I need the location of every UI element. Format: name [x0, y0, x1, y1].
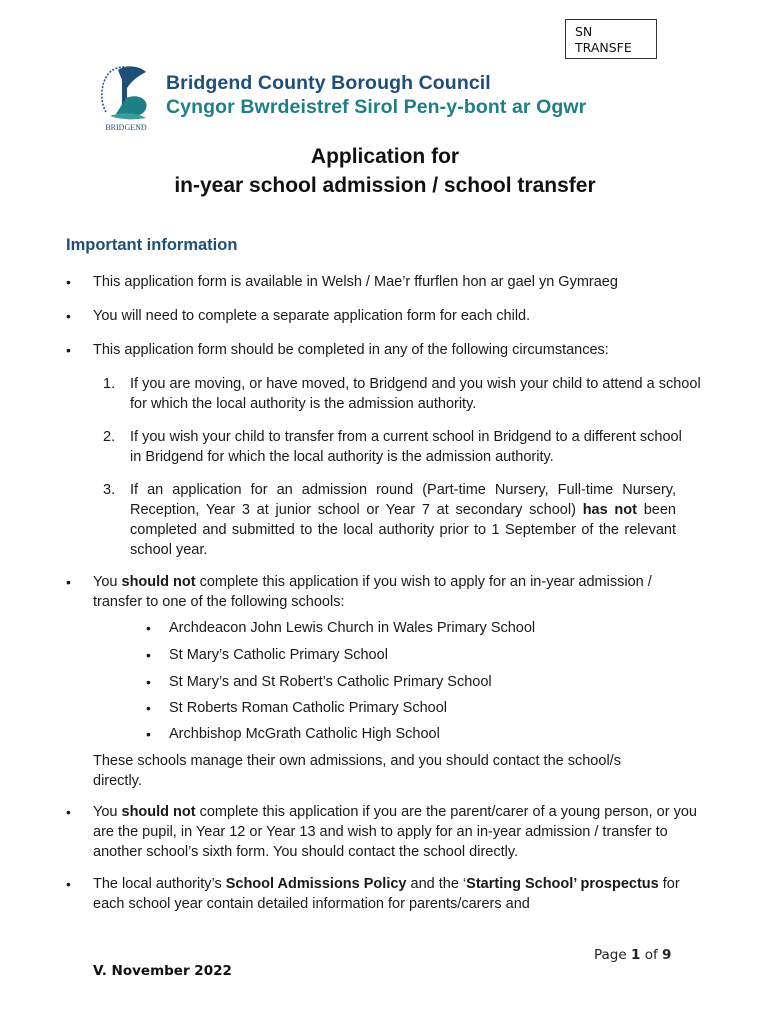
document-title-line-1: Application for: [310, 145, 460, 168]
circumstance-1: If you are moving, or have moved, to Bridgend and you wish your child to attend a school for which the local authority is the admission authority.: [130, 376, 701, 412]
bullet-icon: •: [66, 274, 71, 290]
bullet-icon: •: [66, 342, 71, 358]
reference-line-2: TRANSFE: [575, 40, 632, 55]
info-bullet-3: This application form should be completed in any of the following circumstances:: [93, 342, 609, 358]
excluded-school-2: St Mary’s Catholic Primary School: [169, 647, 388, 663]
circumstance-number-1: 1.: [103, 376, 116, 392]
bullet-icon: •: [66, 876, 71, 892]
excluded-school-5: Archbishop McGrath Catholic High School: [169, 726, 440, 742]
svg-text:BRIDGEND: BRIDGEND: [105, 123, 147, 132]
bullet-icon: •: [66, 308, 71, 324]
excluded-school-4: St Roberts Roman Catholic Primary School: [169, 700, 448, 716]
should-not-paragraph-1: You should not complete this application if you wish to apply for an in-year admission / transfer to one of the following schools:: [93, 574, 652, 610]
reference-box: [565, 19, 657, 59]
info-bullet-1: This application form is available in Welsh / Mae’r ffurflen hon ar gael yn Gymraeg: [93, 274, 618, 290]
circumstance-3: If an application for an admission round (Part-time Nursery, Full-time Nursery, Reception, Year 3 at junior school or Year 7 at secondary school) has not been completed and submitted to the local authority prior to 1 September of the relevant school year.: [130, 482, 676, 558]
excluded-school-3: St Mary’s and St Robert’s Catholic Primary School: [169, 674, 492, 690]
circumstance-2: If you wish your child to transfer from a current school in Bridgend to a different school in Bridgend for which the local authority is the admission authority.: [130, 429, 682, 465]
bullet-icon: •: [66, 804, 71, 820]
bullet-icon: •: [146, 620, 151, 636]
section-heading: Important information: [66, 236, 238, 254]
reference-line-1: SN: [575, 24, 593, 39]
policy-paragraph: The local authority’s School Admissions Policy and the ‘Starting School’ prospectus for each school year contain detailed information for parents/carers and: [93, 876, 680, 912]
document-title-line-2: in-year school admission / school transfer: [174, 174, 596, 197]
org-name-welsh: Cyngor Bwrdeistref Sirol Pen-y-bont ar Ogwr: [166, 96, 587, 118]
bullet-icon: •: [146, 674, 151, 690]
council-logo-icon: [96, 62, 156, 132]
bullet-icon: •: [146, 726, 151, 742]
starting-school-prospectus-reference: Starting School’ prospectus: [466, 876, 659, 892]
page-number: Page 1 of 9: [594, 947, 672, 963]
should-not-paragraph-2: You should not complete this application if you are the parent/carer of a young person, or you are the pupil, in Year 12 or Year 13 and wish to apply for an in-year admission / transfer to another school’s sixth form. You should contact the school directly.: [93, 804, 697, 860]
info-bullet-2: You will need to complete a separate application form for each child.: [93, 308, 531, 324]
bullet-icon: •: [66, 574, 71, 590]
org-name-english: Bridgend County Borough Council: [166, 72, 491, 94]
bullet-icon: •: [146, 647, 151, 663]
schools-note: These schools manage their own admissions, and you should contact the school/s directly.: [93, 753, 621, 789]
circumstance-number-3: 3.: [103, 482, 116, 498]
document-version: V. November 2022: [93, 963, 232, 979]
bullet-icon: •: [146, 700, 151, 716]
admissions-policy-reference: School Admissions Policy: [225, 876, 407, 892]
circumstance-number-2: 2.: [103, 429, 116, 445]
excluded-school-1: Archdeacon John Lewis Church in Wales Primary School: [169, 620, 536, 636]
